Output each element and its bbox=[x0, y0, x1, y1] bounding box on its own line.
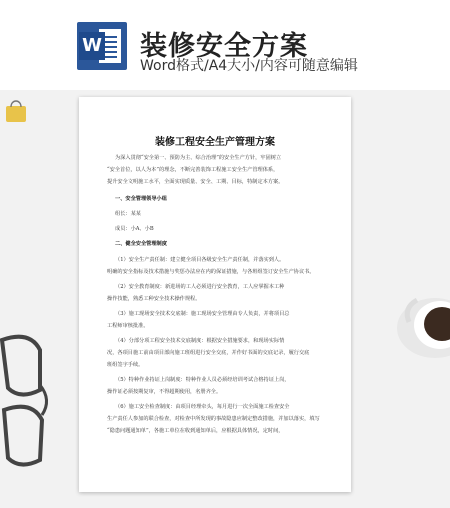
doc-line: 为深入贯彻“安全第一、预防为主、综合治理”的安全生产方针，牢固树立 bbox=[115, 155, 282, 161]
coffee-mug-icon bbox=[395, 280, 450, 360]
page-subtitle: Word格式/A4大小/内容可随意编辑 bbox=[140, 58, 358, 74]
doc-line: 工程师审核批准。 bbox=[107, 323, 149, 329]
doc-line: （6）施工安全检查制度：由项目经理牵头，每月进行一次全面施工检查安全 bbox=[115, 404, 290, 410]
binder-clip-icon bbox=[6, 98, 26, 124]
header-banner bbox=[0, 0, 450, 90]
doc-line: 况，各项目施工前由项目部向施工班组进行安全交底，并作好书面的交底记录，履行交底 bbox=[107, 350, 310, 356]
doc-line: 提升安全文明施工水平，全面实现质量、安全、工期、目标，特制定本方案。 bbox=[107, 179, 284, 185]
doc-line: 生产责任人参加的联合检查，对检查中所发现的事故隐患应制定整改措施，并加以落实，填写 bbox=[107, 416, 320, 422]
word-logo-icon bbox=[77, 22, 127, 70]
doc-line: 操作技能，熟悉工种安全技术操作规程。 bbox=[107, 296, 201, 302]
doc-line: （1）安全生产责任制：建立健全项目各级安全生产责任制，并落实到人。 bbox=[115, 257, 285, 263]
doc-line: 操作证必须按期复审，不得超期使用，名册齐全。 bbox=[107, 389, 222, 395]
section-heading: 二、健全安全管理制度 bbox=[115, 241, 167, 247]
document-title: 装修工程安全生产管理方案 bbox=[155, 137, 275, 148]
doc-line: （2）安全教育制度：新进场的工人必须进行安全教育，工人应掌握本工种 bbox=[115, 284, 285, 290]
doc-line: “隐患问题通知单”，各施工单位在收到通知单后，应根据具体情况，定时间， bbox=[107, 428, 284, 434]
doc-line: 成员：小A、小B bbox=[115, 226, 154, 232]
doc-line: （3）施工现场安全技术交底制：施工现场安全管理由专人负责，并将项目总 bbox=[115, 311, 290, 317]
word-letter: W bbox=[79, 32, 105, 60]
doc-line: 班组签字手续。 bbox=[107, 362, 144, 368]
page-title: 装修安全方案 bbox=[140, 31, 308, 62]
doc-line: 组长：某某 bbox=[115, 211, 141, 217]
section-heading: 一、安全管理领导小组 bbox=[115, 196, 167, 202]
doc-line: （5）特种作业持证上岗制度：特种作业人员必须经培训考试合格持证上岗， bbox=[115, 377, 290, 383]
document-page bbox=[79, 97, 351, 492]
doc-line: “安全首位，以人为本”的理念，不断完善装饰工程施工安全生产管理体系， bbox=[107, 167, 279, 173]
doc-line: 明确的安全指标及技术措施与奖惩办法应在内的保证措施，与各班组签订安全生产协议书。 bbox=[107, 269, 315, 275]
glasses-icon bbox=[0, 330, 70, 480]
doc-line: （4）分部分项工程安全技术交底制度：根据安全措施要求，和现场实际情 bbox=[115, 338, 285, 344]
